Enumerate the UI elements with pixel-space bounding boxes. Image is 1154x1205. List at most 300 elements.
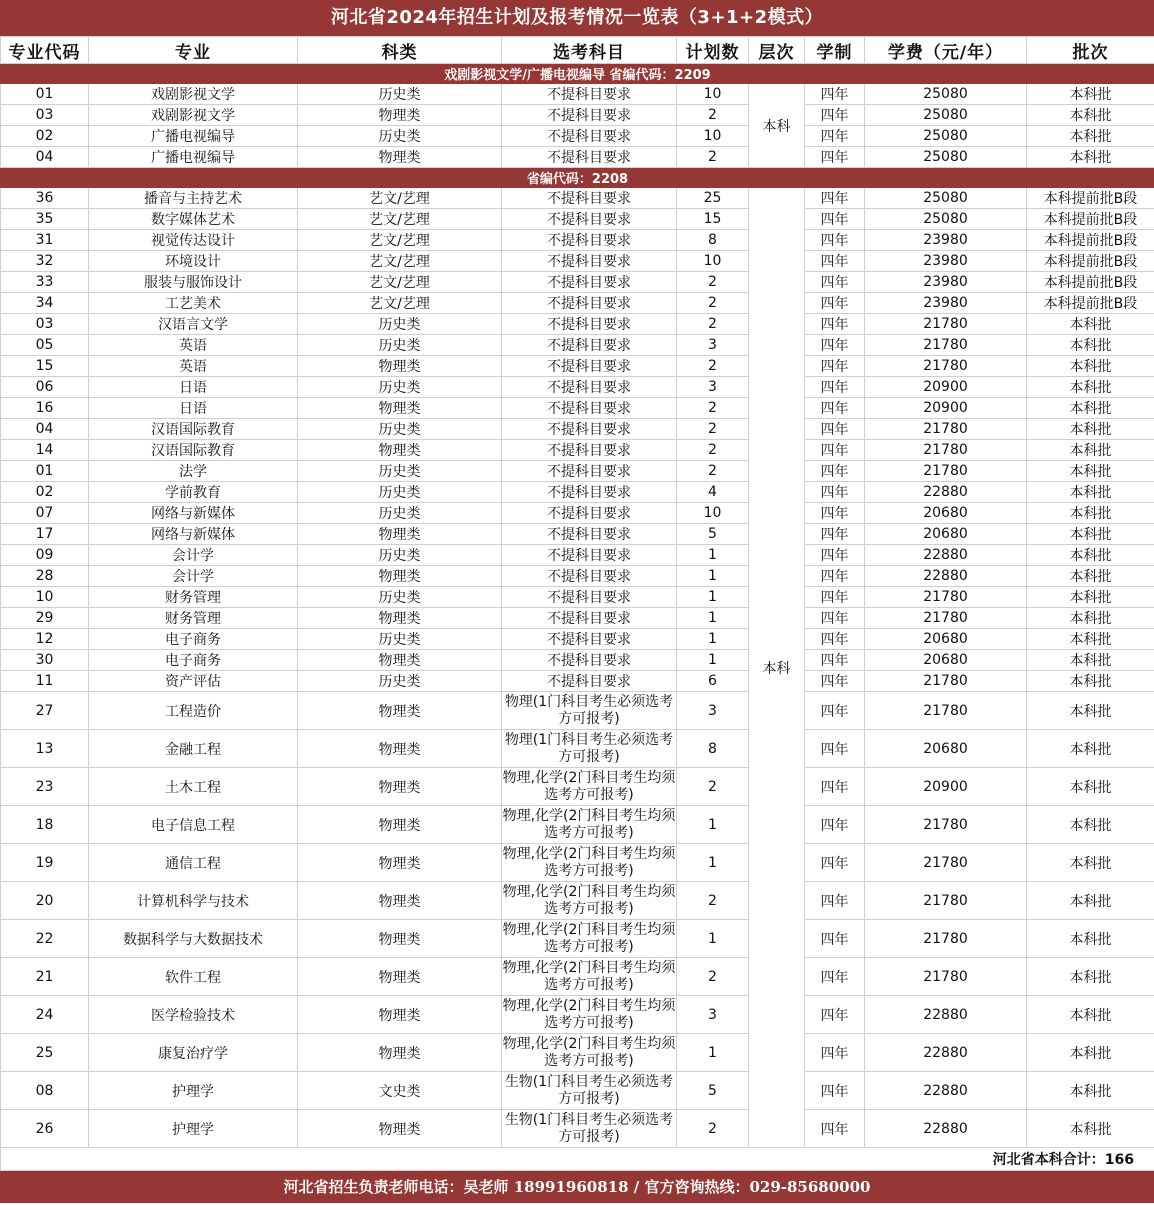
cell-code: 13 xyxy=(1,730,89,768)
cell-years: 四年 xyxy=(805,356,865,377)
cell-plan: 2 xyxy=(677,440,749,461)
cell-subject-req: 物理,化学(2门科目考生均须选考方可报考) xyxy=(502,958,677,996)
cell-batch: 本科批 xyxy=(1027,730,1154,768)
cell-category: 历史类 xyxy=(298,126,502,147)
table-row xyxy=(1,882,1154,920)
table-row xyxy=(1,419,1154,440)
cell-subject-req: 不提科目要求 xyxy=(502,293,677,314)
cell-code: 04 xyxy=(1,419,89,440)
cell-batch: 本科批 xyxy=(1027,844,1154,882)
table-row xyxy=(1,293,1154,314)
cell-batch: 本科批 xyxy=(1027,84,1154,105)
cell-category: 艺文/艺理 xyxy=(298,230,502,251)
cell-level-merged: 本科 xyxy=(749,188,805,1148)
table-row xyxy=(1,996,1154,1034)
cell-batch: 本科批 xyxy=(1027,461,1154,482)
cell-years: 四年 xyxy=(805,147,865,168)
cell-subject-req: 不提科目要求 xyxy=(502,461,677,482)
section-header-row xyxy=(1,64,1154,84)
cell-years: 四年 xyxy=(805,1110,865,1148)
cell-batch: 本科批 xyxy=(1027,482,1154,503)
cell-fee: 25080 xyxy=(865,209,1027,230)
cell-category: 物理类 xyxy=(298,608,502,629)
cell-plan: 5 xyxy=(677,524,749,545)
table-row xyxy=(1,1110,1154,1148)
cell-fee: 21780 xyxy=(865,335,1027,356)
cell-fee: 21780 xyxy=(865,356,1027,377)
table-row xyxy=(1,1034,1154,1072)
cell-category: 历史类 xyxy=(298,335,502,356)
cell-code: 21 xyxy=(1,958,89,996)
cell-fee: 21780 xyxy=(865,440,1027,461)
cell-batch: 本科批 xyxy=(1027,671,1154,692)
cell-subject-req: 物理,化学(2门科目考生均须选考方可报考) xyxy=(502,806,677,844)
cell-major: 会计学 xyxy=(89,545,298,566)
cell-subject-req: 不提科目要求 xyxy=(502,314,677,335)
cell-major: 资产评估 xyxy=(89,671,298,692)
cell-major: 汉语国际教育 xyxy=(89,440,298,461)
cell-years: 四年 xyxy=(805,419,865,440)
cell-plan: 1 xyxy=(677,566,749,587)
cell-batch: 本科批 xyxy=(1027,314,1154,335)
cell-code: 26 xyxy=(1,1110,89,1148)
cell-plan: 2 xyxy=(677,147,749,168)
cell-category: 物理类 xyxy=(298,1110,502,1148)
col-header-plan: 计划数 xyxy=(677,37,749,64)
cell-major: 工程造价 xyxy=(89,692,298,730)
cell-fee: 22880 xyxy=(865,1072,1027,1110)
table-row xyxy=(1,650,1154,671)
cell-category: 物理类 xyxy=(298,958,502,996)
cell-subject-req: 生物(1门科目考生必须选考方可报考) xyxy=(502,1110,677,1148)
cell-fee: 22880 xyxy=(865,1034,1027,1072)
cell-subject-req: 物理(1门科目考生必须选考方可报考) xyxy=(502,730,677,768)
table-row xyxy=(1,524,1154,545)
table-row xyxy=(1,314,1154,335)
cell-batch: 本科批 xyxy=(1027,440,1154,461)
cell-years: 四年 xyxy=(805,440,865,461)
table-row xyxy=(1,503,1154,524)
cell-category: 历史类 xyxy=(298,419,502,440)
cell-category: 历史类 xyxy=(298,314,502,335)
table-row xyxy=(1,230,1154,251)
cell-batch: 本科批 xyxy=(1027,1110,1154,1148)
table-row xyxy=(1,545,1154,566)
cell-subject-req: 不提科目要求 xyxy=(502,188,677,209)
cell-fee: 20900 xyxy=(865,377,1027,398)
cell-fee: 21780 xyxy=(865,587,1027,608)
cell-category: 历史类 xyxy=(298,671,502,692)
cell-subject-req: 物理,化学(2门科目考生均须选考方可报考) xyxy=(502,920,677,958)
cell-plan: 3 xyxy=(677,692,749,730)
cell-code: 14 xyxy=(1,440,89,461)
cell-major: 汉语国际教育 xyxy=(89,419,298,440)
cell-years: 四年 xyxy=(805,1034,865,1072)
cell-code: 16 xyxy=(1,398,89,419)
cell-major: 环境设计 xyxy=(89,251,298,272)
cell-years: 四年 xyxy=(805,251,865,272)
cell-years: 四年 xyxy=(805,768,865,806)
table-row xyxy=(1,461,1154,482)
cell-major: 学前教育 xyxy=(89,482,298,503)
cell-code: 28 xyxy=(1,566,89,587)
cell-code: 07 xyxy=(1,503,89,524)
cell-category: 历史类 xyxy=(298,587,502,608)
cell-code: 10 xyxy=(1,587,89,608)
cell-batch: 本科批 xyxy=(1027,1034,1154,1072)
cell-major: 戏剧影视文学 xyxy=(89,105,298,126)
cell-batch: 本科批 xyxy=(1027,692,1154,730)
cell-subject-req: 物理,化学(2门科目考生均须选考方可报考) xyxy=(502,882,677,920)
cell-plan: 2 xyxy=(677,958,749,996)
cell-code: 04 xyxy=(1,147,89,168)
cell-plan: 3 xyxy=(677,996,749,1034)
cell-years: 四年 xyxy=(805,482,865,503)
cell-years: 四年 xyxy=(805,844,865,882)
cell-code: 15 xyxy=(1,356,89,377)
cell-batch: 本科批 xyxy=(1027,996,1154,1034)
cell-years: 四年 xyxy=(805,545,865,566)
cell-fee: 22880 xyxy=(865,1110,1027,1148)
table-row xyxy=(1,188,1154,209)
cell-batch: 本科提前批B段 xyxy=(1027,188,1154,209)
cell-batch: 本科批 xyxy=(1027,377,1154,398)
cell-fee: 20680 xyxy=(865,524,1027,545)
cell-category: 艺文/艺理 xyxy=(298,272,502,293)
cell-batch: 本科批 xyxy=(1027,608,1154,629)
table-row xyxy=(1,920,1154,958)
cell-code: 19 xyxy=(1,844,89,882)
cell-code: 31 xyxy=(1,230,89,251)
cell-plan: 2 xyxy=(677,419,749,440)
cell-batch: 本科批 xyxy=(1027,419,1154,440)
cell-major: 播音与主持艺术 xyxy=(89,188,298,209)
cell-plan: 3 xyxy=(677,335,749,356)
col-header-years: 学制 xyxy=(805,37,865,64)
cell-code: 11 xyxy=(1,671,89,692)
cell-major: 土木工程 xyxy=(89,768,298,806)
cell-subject-req: 不提科目要求 xyxy=(502,209,677,230)
table-row xyxy=(1,958,1154,996)
cell-plan: 15 xyxy=(677,209,749,230)
cell-category: 物理类 xyxy=(298,882,502,920)
cell-plan: 10 xyxy=(677,503,749,524)
cell-years: 四年 xyxy=(805,608,865,629)
cell-major: 电子商务 xyxy=(89,650,298,671)
cell-category: 物理类 xyxy=(298,356,502,377)
cell-category: 物理类 xyxy=(298,524,502,545)
cell-plan: 8 xyxy=(677,230,749,251)
cell-plan: 2 xyxy=(677,356,749,377)
cell-years: 四年 xyxy=(805,335,865,356)
cell-subject-req: 不提科目要求 xyxy=(502,335,677,356)
cell-batch: 本科批 xyxy=(1027,147,1154,168)
cell-code: 17 xyxy=(1,524,89,545)
table-row xyxy=(1,126,1154,147)
cell-category: 历史类 xyxy=(298,377,502,398)
cell-level-merged: 本科 xyxy=(749,84,805,168)
cell-years: 四年 xyxy=(805,272,865,293)
cell-major: 法学 xyxy=(89,461,298,482)
cell-code: 33 xyxy=(1,272,89,293)
cell-category: 物理类 xyxy=(298,920,502,958)
cell-code: 02 xyxy=(1,482,89,503)
cell-major: 财务管理 xyxy=(89,587,298,608)
cell-major: 护理学 xyxy=(89,1110,298,1148)
cell-fee: 21780 xyxy=(865,844,1027,882)
cell-plan: 1 xyxy=(677,1034,749,1072)
cell-code: 30 xyxy=(1,650,89,671)
col-header-major: 专业 xyxy=(89,37,298,64)
cell-batch: 本科批 xyxy=(1027,958,1154,996)
cell-batch: 本科批 xyxy=(1027,105,1154,126)
cell-fee: 25080 xyxy=(865,147,1027,168)
cell-fee: 20900 xyxy=(865,768,1027,806)
cell-code: 27 xyxy=(1,692,89,730)
cell-major: 会计学 xyxy=(89,566,298,587)
cell-major: 网络与新媒体 xyxy=(89,524,298,545)
cell-years: 四年 xyxy=(805,996,865,1034)
cell-plan: 8 xyxy=(677,730,749,768)
cell-subject-req: 不提科目要求 xyxy=(502,545,677,566)
cell-years: 四年 xyxy=(805,730,865,768)
cell-fee: 21780 xyxy=(865,958,1027,996)
cell-fee: 23980 xyxy=(865,272,1027,293)
table-row xyxy=(1,356,1154,377)
cell-code: 18 xyxy=(1,806,89,844)
cell-category: 历史类 xyxy=(298,461,502,482)
cell-plan: 1 xyxy=(677,844,749,882)
cell-years: 四年 xyxy=(805,377,865,398)
cell-fee: 20680 xyxy=(865,503,1027,524)
cell-fee: 23980 xyxy=(865,251,1027,272)
cell-plan: 2 xyxy=(677,272,749,293)
cell-category: 物理类 xyxy=(298,105,502,126)
cell-plan: 1 xyxy=(677,629,749,650)
section-header-row xyxy=(1,168,1154,188)
cell-plan: 2 xyxy=(677,105,749,126)
cell-plan: 1 xyxy=(677,920,749,958)
cell-plan: 3 xyxy=(677,377,749,398)
cell-subject-req: 物理,化学(2门科目考生均须选考方可报考) xyxy=(502,1034,677,1072)
cell-major: 视觉传达设计 xyxy=(89,230,298,251)
cell-major: 数据科学与大数据技术 xyxy=(89,920,298,958)
cell-years: 四年 xyxy=(805,230,865,251)
cell-subject-req: 不提科目要求 xyxy=(502,147,677,168)
plan-table xyxy=(0,36,1154,1171)
cell-years: 四年 xyxy=(805,293,865,314)
cell-years: 四年 xyxy=(805,806,865,844)
cell-years: 四年 xyxy=(805,587,865,608)
cell-category: 物理类 xyxy=(298,566,502,587)
cell-category: 历史类 xyxy=(298,503,502,524)
cell-fee: 21780 xyxy=(865,692,1027,730)
cell-category: 历史类 xyxy=(298,84,502,105)
table-row xyxy=(1,608,1154,629)
cell-subject-req: 不提科目要求 xyxy=(502,377,677,398)
cell-code: 23 xyxy=(1,768,89,806)
cell-major: 工艺美术 xyxy=(89,293,298,314)
cell-years: 四年 xyxy=(805,1072,865,1110)
cell-plan: 6 xyxy=(677,671,749,692)
cell-subject-req: 不提科目要求 xyxy=(502,230,677,251)
cell-fee: 20680 xyxy=(865,629,1027,650)
cell-subject-req: 不提科目要求 xyxy=(502,482,677,503)
section-label: 省编代码：2208 xyxy=(1,168,1154,188)
cell-subject-req: 不提科目要求 xyxy=(502,105,677,126)
cell-code: 01 xyxy=(1,84,89,105)
cell-batch: 本科批 xyxy=(1027,566,1154,587)
cell-batch: 本科批 xyxy=(1027,524,1154,545)
cell-batch: 本科批 xyxy=(1027,629,1154,650)
cell-plan: 2 xyxy=(677,461,749,482)
cell-batch: 本科批 xyxy=(1027,806,1154,844)
cell-subject-req: 不提科目要求 xyxy=(502,524,677,545)
table-row xyxy=(1,768,1154,806)
cell-years: 四年 xyxy=(805,105,865,126)
cell-major: 数字媒体艺术 xyxy=(89,209,298,230)
table-row xyxy=(1,377,1154,398)
cell-subject-req: 不提科目要求 xyxy=(502,419,677,440)
cell-code: 20 xyxy=(1,882,89,920)
header-row xyxy=(1,37,1154,64)
cell-years: 四年 xyxy=(805,314,865,335)
cell-code: 08 xyxy=(1,1072,89,1110)
cell-batch: 本科提前批B段 xyxy=(1027,293,1154,314)
cell-subject-req: 不提科目要求 xyxy=(502,398,677,419)
cell-plan: 1 xyxy=(677,806,749,844)
cell-category: 物理类 xyxy=(298,768,502,806)
cell-fee: 21780 xyxy=(865,314,1027,335)
cell-code: 01 xyxy=(1,461,89,482)
cell-category: 物理类 xyxy=(298,996,502,1034)
cell-subject-req: 不提科目要求 xyxy=(502,503,677,524)
cell-years: 四年 xyxy=(805,461,865,482)
cell-fee: 20680 xyxy=(865,650,1027,671)
cell-batch: 本科提前批B段 xyxy=(1027,272,1154,293)
cell-category: 物理类 xyxy=(298,650,502,671)
cell-batch: 本科批 xyxy=(1027,356,1154,377)
cell-major: 日语 xyxy=(89,398,298,419)
cell-batch: 本科批 xyxy=(1027,882,1154,920)
cell-fee: 25080 xyxy=(865,126,1027,147)
cell-category: 文史类 xyxy=(298,1072,502,1110)
cell-major: 计算机科学与技术 xyxy=(89,882,298,920)
cell-code: 05 xyxy=(1,335,89,356)
cell-batch: 本科提前批B段 xyxy=(1027,230,1154,251)
cell-subject-req: 物理,化学(2门科目考生均须选考方可报考) xyxy=(502,768,677,806)
cell-plan: 1 xyxy=(677,608,749,629)
cell-plan: 2 xyxy=(677,293,749,314)
cell-plan: 25 xyxy=(677,188,749,209)
contact-footer: 河北省招生负责老师电话：吴老师 18991960818 / 官方咨询热线：029-85680000 xyxy=(0,1171,1154,1203)
cell-subject-req: 不提科目要求 xyxy=(502,440,677,461)
table-row xyxy=(1,730,1154,768)
table-row xyxy=(1,587,1154,608)
cell-batch: 本科批 xyxy=(1027,587,1154,608)
cell-code: 36 xyxy=(1,188,89,209)
cell-years: 四年 xyxy=(805,398,865,419)
cell-fee: 21780 xyxy=(865,419,1027,440)
cell-major: 金融工程 xyxy=(89,730,298,768)
cell-years: 四年 xyxy=(805,958,865,996)
table-row xyxy=(1,251,1154,272)
cell-code: 22 xyxy=(1,920,89,958)
cell-years: 四年 xyxy=(805,209,865,230)
cell-plan: 2 xyxy=(677,314,749,335)
cell-fee: 21780 xyxy=(865,806,1027,844)
cell-category: 物理类 xyxy=(298,844,502,882)
cell-category: 艺文/艺理 xyxy=(298,209,502,230)
table-row xyxy=(1,671,1154,692)
section-label: 戏剧影视文学/广播电视编导 省编代码：2209 xyxy=(1,64,1154,84)
cell-major: 软件工程 xyxy=(89,958,298,996)
cell-category: 物理类 xyxy=(298,398,502,419)
cell-fee: 21780 xyxy=(865,882,1027,920)
total-row xyxy=(1,1148,1154,1171)
cell-batch: 本科批 xyxy=(1027,335,1154,356)
col-header-batch: 批次 xyxy=(1027,37,1154,64)
cell-fee: 23980 xyxy=(865,230,1027,251)
table-row xyxy=(1,482,1154,503)
cell-years: 四年 xyxy=(805,920,865,958)
cell-major: 日语 xyxy=(89,377,298,398)
cell-fee: 22880 xyxy=(865,545,1027,566)
cell-batch: 本科批 xyxy=(1027,126,1154,147)
cell-batch: 本科批 xyxy=(1027,650,1154,671)
cell-category: 物理类 xyxy=(298,692,502,730)
cell-batch: 本科提前批B段 xyxy=(1027,251,1154,272)
cell-major: 护理学 xyxy=(89,1072,298,1110)
cell-subject-req: 生物(1门科目考生必须选考方可报考) xyxy=(502,1072,677,1110)
cell-plan: 10 xyxy=(677,251,749,272)
table-row xyxy=(1,1072,1154,1110)
cell-category: 历史类 xyxy=(298,482,502,503)
cell-major: 汉语言文学 xyxy=(89,314,298,335)
cell-batch: 本科批 xyxy=(1027,768,1154,806)
cell-code: 25 xyxy=(1,1034,89,1072)
cell-code: 35 xyxy=(1,209,89,230)
cell-code: 34 xyxy=(1,293,89,314)
cell-batch: 本科批 xyxy=(1027,545,1154,566)
cell-years: 四年 xyxy=(805,650,865,671)
cell-major: 电子信息工程 xyxy=(89,806,298,844)
cell-code: 24 xyxy=(1,996,89,1034)
table-row xyxy=(1,105,1154,126)
cell-plan: 10 xyxy=(677,126,749,147)
table-row xyxy=(1,335,1154,356)
cell-subject-req: 不提科目要求 xyxy=(502,566,677,587)
cell-major: 网络与新媒体 xyxy=(89,503,298,524)
cell-subject-req: 不提科目要求 xyxy=(502,126,677,147)
cell-plan: 1 xyxy=(677,545,749,566)
cell-category: 物理类 xyxy=(298,1034,502,1072)
table-row xyxy=(1,692,1154,730)
cell-fee: 22880 xyxy=(865,482,1027,503)
total-summary: 河北省本科合计：166 xyxy=(1,1148,1154,1171)
cell-batch: 本科批 xyxy=(1027,503,1154,524)
table-row xyxy=(1,84,1154,105)
cell-category: 艺文/艺理 xyxy=(298,188,502,209)
table-row xyxy=(1,806,1154,844)
cell-category: 物理类 xyxy=(298,730,502,768)
col-header-code: 专业代码 xyxy=(1,37,89,64)
cell-fee: 25080 xyxy=(865,105,1027,126)
table-row xyxy=(1,566,1154,587)
cell-major: 戏剧影视文学 xyxy=(89,84,298,105)
table-row xyxy=(1,147,1154,168)
cell-plan: 4 xyxy=(677,482,749,503)
